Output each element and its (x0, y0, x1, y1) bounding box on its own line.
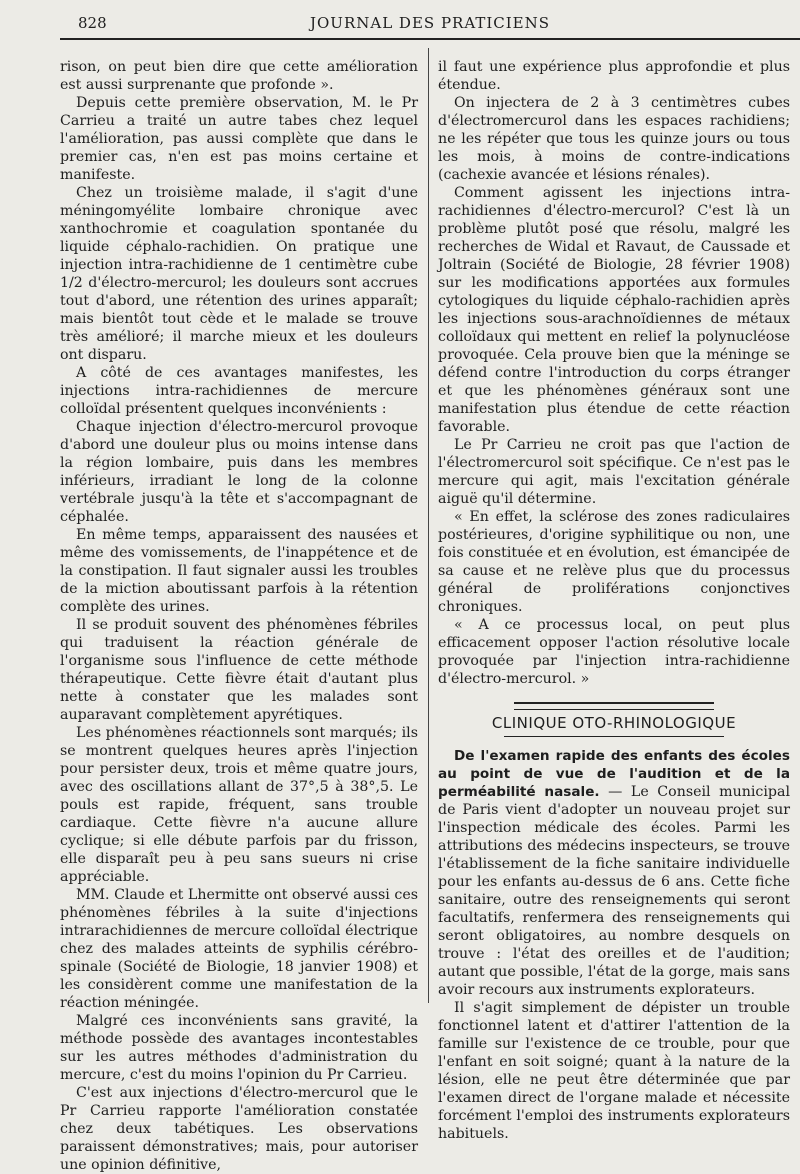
paragraph: il faut une expérience plus approfondie et plus étendue. (438, 59, 790, 93)
paragraph: rison, on peut bien dire que cette amélioration est aussi surprenante que profonde ». (60, 59, 418, 93)
section-divider (504, 736, 724, 737)
paragraph: Comment agissent les injections intra-rachidiennes d'électro-mercurol? C'est là un problème plutôt posé que résolu, malgré les recherches de Widal et Ravaut, de Caussade et Joltrain (Société de Biologie, 28 février 1908) sur les modifications apportées aux formules cytologiques du liquide céphalo-rachidien après les injections sous-arachnoïdiennes de métaux colloïdaux qui mettent en relief la polynucléose provoquée. Cela prouve bien que la méninge se défend contre l'introduction du corps étranger et que les phénomènes généraux sont une manifestation plus étendue de cette réaction favorable. (438, 185, 790, 435)
paragraph: Chaque injection d'électro-mercurol provoque d'abord une douleur plus ou moins intense dans la région lombaire, puis dans les membres inférieurs, irradiant le long de la colonne vertébrale jusqu'à la tête et s'accompagnant de céphalée. (60, 419, 418, 525)
paragraph: Il se produit souvent des phénomènes fébriles qui traduisent la réaction générale de l'organisme sous l'influence de cette méthode thérapeutique. Cette fièvre était d'autant plus nette à constater que les malades sont auparavant complètement apyrétiques. (60, 617, 418, 723)
lead-paragraph (438, 747, 790, 999)
section-ornament (514, 702, 714, 710)
lead-text: — Le Conseil municipal de Paris vient d'adopter un nouveau projet sur l'inspection médicale des écoles. Parmi les attributions des médecins inspecteurs, se trouve l'établissement de la fiche sanitaire individuelle pour les enfants au-dessus de 6 ans. Cette fiche sanitaire, outre des renseignements qui seront facultatifs, renfermera des renseignements qui seront obligatoires, au nombre desquels on trouve : l'état des oreilles et de l'audition; autant que possible, l'état de la gorge, mais sans avoir recours aux instruments explorateurs. (438, 784, 790, 998)
paragraph: Chez un troisième malade, il s'agit d'une méningomyélite lombaire chronique avec xanthochromie et coagulation spontanée du liquide céphalo-rachidien. On pratique une injection intra-rachidienne de 1 centimètre cube 1/2 d'électro-mercurol; les douleurs sont accrues tout d'abord, une rétention des urines apparaît; mais bientôt tout cède et le malade se trouve très amélioré; il marche mieux et les douleurs ont disparu. (60, 185, 418, 363)
left-column (60, 58, 418, 1174)
paragraph: Malgré ces inconvénients sans gravité, la méthode possède des avantages incontestables sur les autres méthodes d'administration du mercure, c'est du moins l'opinion du Pr Carrieu. (60, 1013, 418, 1083)
section-title: CLINIQUE OTO-RHINOLOGIQUE (491, 714, 737, 732)
paragraph: « A ce processus local, on peut plus efficacement opposer l'action résolutive locale provoquée par l'injection intra-rachidienne d'électro-mercurol. » (438, 617, 790, 687)
page-number: 828 (78, 14, 107, 32)
paragraph: En même temps, apparaissent des nausées et même des vomissements, de l'inappétence et de la constipation. Il faut signaler aussi les troubles de la miction aboutissant parfois à la rétention complète des urines. (60, 527, 418, 615)
paragraph: Depuis cette première observation, M. le Pr Carrieu a traité un autre tabes chez lequel l'amélioration, pas aussi complète que dans le premier cas, n'en est pas moins certaine et manifeste. (60, 95, 418, 183)
journal-title: JOURNAL DES PRATICIENS (310, 14, 551, 32)
header-rule (60, 38, 800, 40)
paragraph: On injectera de 2 à 3 centimètres cubes d'électromercurol dans les espaces rachidiens; ne les répéter que tous les quinze jours ou tous les mois, à moins de contre-indications (cachexie avancée et lésions rénales). (438, 95, 790, 183)
right-column (438, 58, 790, 1143)
paragraph: C'est aux injections d'électro-mercurol que le Pr Carrieu rapporte l'amélioration constatée chez deux tabétiques. Les observations paraissent démonstratives; mais, pour autoriser une opinion définitive, (60, 1085, 418, 1173)
page-header (0, 0, 800, 40)
column-divider (428, 48, 429, 1003)
paragraph: Le Pr Carrieu ne croit pas que l'action de l'électromercurol soit spécifique. Ce n'est pas le mercure qui agit, mais l'excitation générale aiguë qu'il détermine. (438, 437, 790, 507)
paragraph: MM. Claude et Lhermitte ont observé aussi ces phénomènes fébriles à la suite d'injections intrarachidiennes de mercure colloïdal électrique chez des malades atteints de syphilis cérébro-spinale (Société de Biologie, 18 janvier 1908) et les considèrent comme une manifestation de la réaction méningée. (60, 887, 418, 1011)
lead-title: De l'examen rapide des enfants des écoles au point de vue de l'audition et de la perméabilité nasale. (438, 748, 790, 800)
section-header (438, 702, 790, 737)
paragraph: A côté de ces avantages manifestes, les injections intra-rachidiennes de mercure colloïdal présentent quelques inconvénients : (60, 365, 418, 417)
paragraph: Il s'agit simplement de dépister un trouble fonctionnel latent et d'attirer l'attention de la famille sur l'existence de ce trouble, pour que l'enfant en soit soigné; quant à la nature de la lésion, elle ne peut être déterminée que par l'examen direct de l'organe malade et nécessite forcément l'emploi des instruments explorateurs habituels. (438, 1000, 790, 1142)
paragraph: « En effet, la sclérose des zones radiculaires postérieures, d'origine syphilitique ou non, une fois constituée et en évolution, est émancipée de sa cause et ne relève plus que du processus général de proliférations conjonctives chroniques. (438, 509, 790, 615)
paragraph: Les phénomènes réactionnels sont marqués; ils se montrent quelques heures après l'injection pour persister deux, trois et même quatre jours, avec des oscillations allant de 37°,5 à 38°,5. Le pouls est rapide, fréquent, sans trouble cardiaque. Cette fièvre n'a aucune allure cyclique; si elle débute parfois par du frisson, elle disparaît peu à peu sans sueurs ni crise appréciable. (60, 725, 418, 885)
